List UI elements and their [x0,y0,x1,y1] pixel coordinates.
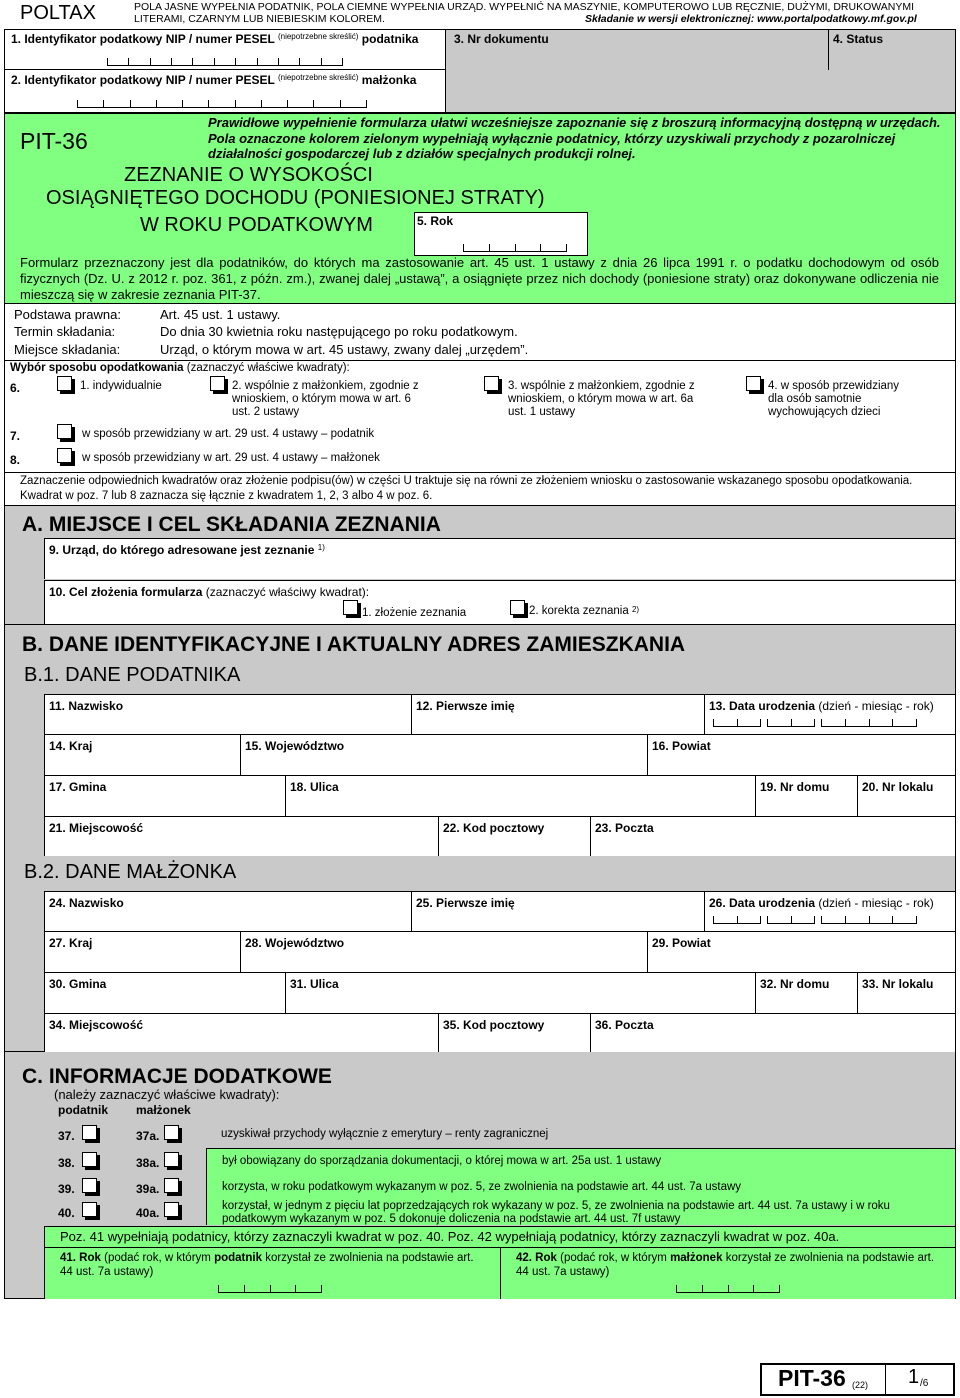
field-33-flat-no[interactable]: 33. Nr lokalu [857,972,955,1013]
place-label: Miejsce składania: [14,342,121,357]
field-28-voivodeship[interactable]: 28. Województwo [240,931,647,972]
taxation-option-1-checkbox[interactable] [57,376,72,391]
field-3-4-divider [828,30,829,70]
purpose-option-1-label: 1. złożenie zeznania [362,607,467,619]
field-18-street[interactable]: 18. Ulica [285,775,755,816]
taxation-heading: Wybór sposobu opodatkowania (zaznaczyć właściwe kwadraty): [10,362,350,374]
field-35-postal-code[interactable]: 35. Kod pocztowy [438,1013,590,1052]
notice-line1: POLA JASNE WYPEŁNIA PODATNIK, POLA CIEMNE WYPEŁNIA URZĄD. WYPEŁNIĆ NA MASZYNIE, KOMPUTEROWO LUB RĘCZNIE, DUŻYMI, DRUKOWANYMI [134,1,915,13]
footer-page-total: /6 [920,1378,929,1389]
field-42-comb [676,1285,780,1293]
section-c-subtitle: (należy zaznaczyć właściwe kwadraty): [54,1087,280,1102]
pos-37a-checkbox[interactable] [164,1125,179,1140]
pos-40-checkbox[interactable] [82,1202,97,1217]
field-12-first-name[interactable]: 12. Pierwsze imię [411,694,704,734]
field-1-comb [107,58,343,66]
pos-37-label: 37. [58,1129,75,1143]
field-2-sup: (niepotrzebne skreślić) [277,73,359,82]
field-2-suffix: małżonka [361,73,417,87]
taxation-option-7-label: w sposób przewidziany w art. 29 ust. 4 ustawy – podatnik [82,428,375,440]
pos-40-text: korzystał, w jednym z pięciu lat poprzedzających rok wykazany w poz. 5, ze zwolnienia na podstawie art. 44 ust. 7a ustawy i w roku podatkowym wykazanym w poz. 5 dokonuje doliczenia na podstawie art. 44 ust. 7f ustawy [222,1200,890,1225]
section-a-title: A. MIEJSCE I CEL SKŁADANIA ZEZNANIA [22,513,441,536]
deadline-value: Do dnia 30 kwietnia roku następującego po roku podatkowym. [160,324,518,339]
field-29-county[interactable]: 29. Powiat [647,931,955,972]
basis-label: Podstawa prawna: [14,307,121,322]
taxation-option-1-label: 1. indywidualnie [80,380,162,392]
field-1-sup: (niepotrzebne skreślić) [277,32,359,41]
pos-39a-label: 39a. [136,1182,160,1196]
field-10-note: (zaznaczyć właściwy kwadrat): [205,585,370,599]
field-24-surname[interactable]: 24. Nazwisko [44,891,411,931]
field-15-voivodeship[interactable]: 15. Województwo [240,734,647,775]
c-note-text: Poz. 41 wypełniają podatnicy, którzy zaznaczyli kwadrat w poz. 40. Poz. 42 wypełniają podatnicy, którzy zaznaczyli kwadrat w poz. 40a. [60,1229,840,1244]
field-19-house-no[interactable]: 19. Nr domu [755,775,857,816]
col-spouse-header: małżonek [136,1103,191,1117]
field-11-surname[interactable]: 11. Nazwisko [44,694,411,734]
field-10-purpose [44,580,955,624]
field-3-label: 3. Nr dokumentu [454,32,549,46]
electronic-note: Składanie w wersji elektronicznej: www.portalpodatkowy.mf.gov.pl [585,13,917,25]
pos-39-text: korzysta, w roku podatkowym wykazanym w poz. 5, ze zwolnienia na podstawie art. 44 ust. 7a ustawy [222,1181,742,1193]
field-13-birth-date[interactable]: 13. Data urodzenia (dzień - miesiąc - rok) [704,694,955,734]
instruction-text: Prawidłowe wypełnienie formularza ułatwi wcześniejsze zapoznanie się z broszurą informacyjną dostępną w urzędach. Pola oznaczone kolorem zielonym wypełniają wyłącznie podatnicy, którzy uzyskiwali przychody z pozarolniczej działalności gospodarczej lub z działów specjalnych produkcji rolnej. [208,115,941,161]
field-5-label: 5. Rok [417,214,454,228]
field-21-locality[interactable]: 21. Miejscowość [44,816,438,856]
pos-40a-checkbox[interactable] [164,1202,179,1217]
field-10-label: 10. Cel złożenia formularza [49,585,203,599]
section-b2-title: B.2. DANE MAŁŻONKA [24,861,237,883]
pos-39a-checkbox[interactable] [164,1178,179,1193]
pos-38a-label: 38a. [136,1156,160,1170]
field-30-commune[interactable]: 30. Gmina [44,972,285,1013]
taxation-option-2-label: 2. wspólnie z małżonkiem, zgodnie z wnioskiem, o którym mowa w art. 6 ust. 2 ustawy [232,380,419,418]
footer-form-code: PIT-36 [778,1365,846,1391]
taxation-option-2-checkbox[interactable] [210,376,225,391]
field-2-nip-spouse[interactable] [5,70,446,112]
form-code: PIT-36 [20,128,88,154]
field-5-year[interactable] [414,212,588,256]
field-1-nip-taxpayer[interactable] [5,30,446,70]
footer-divider [885,1365,886,1394]
field-36-post-office[interactable]: 36. Poczta [590,1013,955,1052]
field-31-street[interactable]: 31. Ulica [285,972,755,1013]
field-25-first-name[interactable]: 25. Pierwsze imię [411,891,704,931]
field-1-suffix: podatnika [361,32,419,46]
purpose-option-2-label: 2. korekta zeznania $^{2)}$ [529,605,640,617]
field-23-post-office[interactable]: 23. Poczta [590,816,955,856]
pos-8-label: 8. [10,453,21,467]
taxation-option-8-label: w sposób przewidziany w art. 29 ust. 4 ustawy – małżonek [82,452,380,464]
poltax-logo: POLTAX [20,2,96,24]
field-17-commune[interactable]: 17. Gmina [44,775,285,816]
section-b-title: B. DANE IDENTYFIKACYJNE I AKTUALNY ADRES ZAMIESZKANIA [22,633,686,656]
pos-39-label: 39. [58,1182,75,1196]
field-41-comb [218,1285,322,1293]
pos-40-label: 40. [58,1206,75,1220]
taxation-note: Zaznaczenie odpowiednich kwadratów oraz złożenie podpisu(ów) w części U traktuje się na równi ze złożeniem wniosku o zastosowanie wskazanego sposobu opodatkowania. Kwadrat w poz. 7 lub 8 zaznacza się łącznie z kwadratem 1, 2, 3 albo 4 w poz. 6. [20,475,913,502]
taxation-option-4-checkbox[interactable] [746,376,761,391]
basis-value: Art. 45 ust. 1 ustawy. [160,307,281,322]
form-title-line1: ZEZNANIE O WYSOKOŚCI [124,164,373,186]
pos-37a-label: 37a. [136,1129,160,1143]
pos-38-label: 38. [58,1156,75,1170]
header [0,0,960,30]
field-14-country[interactable]: 14. Kraj [44,734,240,775]
section-c-title: C. INFORMACJE DODATKOWE [22,1065,332,1088]
form-title-line2: OSIĄGNIĘTEGO DOCHODU (PONIESIONEJ STRATY) [46,187,545,209]
pos-7-label: 7. [10,429,21,443]
field-34-locality[interactable]: 34. Miejscowość [44,1013,438,1052]
field-2-label: 2. Identyfikator podatkowy NIP / numer PESEL [11,73,275,87]
footer-page-num: 1 [908,1366,920,1388]
pos-40a-label: 40a. [136,1206,160,1220]
taxation-option-3-label: 3. wspólnie z małżonkiem, zgodnie z wnioskiem, o którym mowa w art. 6a ust. 1 ustawy [508,380,695,418]
deadline-label: Termin składania: [14,324,116,339]
field-4-label: 4. Status [833,32,884,46]
notice-line2: LITERAMI, CZARNYM LUB NIEBIESKIM KOLOREM. [134,13,385,25]
field-27-country[interactable]: 27. Kraj [44,931,240,972]
pos-6-label: 6. [10,381,21,395]
field-42-label: 42. Rok (podać rok, w którym małżonek korzystał ze zwolnienia na podstawie art. 44 ust. 7a ustawy) [516,1252,935,1278]
taxation-option-4-label: 4. w sposób przewidziany dla osób samotnie wychowujących dzieci [768,380,900,418]
pos-38a-checkbox[interactable] [164,1152,179,1167]
field-1-label: 1. Identyfikator podatkowy NIP / numer PESEL [11,32,275,46]
taxation-option-8-checkbox[interactable] [57,448,72,463]
field-41-label: 41. Rok (podać rok, w którym podatnik korzystał ze zwolnienia na podstawie art. 44 ust. 7a ustawy) [60,1252,474,1278]
field-2-comb [77,100,367,108]
footer-version: (22) [852,1380,869,1390]
section-b1-title: B.1. DANE PODATNIKA [24,664,241,686]
pos-37-checkbox[interactable] [82,1125,97,1140]
field-16-county[interactable]: 16. Powiat [647,734,955,775]
taxation-option-3-checkbox[interactable] [484,376,499,391]
field-22-postal-code[interactable]: 22. Kod pocztowy [438,816,590,856]
field-32-house-no[interactable]: 32. Nr domu [755,972,857,1013]
form-title-line3: W ROKU PODATKOWYM [140,214,373,236]
pos-37-text: uzyskiwał przychody wyłącznie z emerytury – renty zagranicznej [221,1128,549,1140]
field-26-birth-date[interactable]: 26. Data urodzenia (dzień - miesiąc - rok) [704,891,955,931]
field-20-flat-no[interactable]: 20. Nr lokalu [857,775,955,816]
col-taxpayer-header: podatnik [58,1103,108,1117]
pos-38-checkbox[interactable] [82,1152,97,1167]
taxation-option-7-checkbox[interactable] [57,424,72,439]
field-9-tax-office[interactable] [44,538,955,579]
field-5-comb [463,244,567,252]
purpose-option-1-checkbox[interactable] [343,600,358,615]
purpose-option-2-checkbox[interactable] [510,600,525,615]
pos-38-text: był obowiązany do sporządzania dokumentacji, o której mowa w art. 25a ust. 1 ustawy [222,1155,662,1167]
field-9-label: 9. Urząd, do którego adresowane jest zeznanie [49,543,315,557]
field-9-sup: 1) [317,543,325,552]
pos-39-checkbox[interactable] [82,1178,97,1193]
purpose-text: Formularz przeznaczony jest dla podatników, do których ma zastosowanie art. 45 ust. 1 ustawy z dnia 26 lipca 1991 r. o podatku dochodowym od osób fizycznych (Dz. U. z 2012 r. poz. 361, z późn. zm.), zwanej dalej „ustawą”, a osiągnięte przez nich dochody (poniesione straty) oraz dokonywane odliczenia nie mieszczą się w zakresie zeznania PIT-37. [20,255,939,302]
place-value: Urząd, o którym mowa w art. 45 ustawy, zwany dalej „urzędem”. [160,342,529,357]
